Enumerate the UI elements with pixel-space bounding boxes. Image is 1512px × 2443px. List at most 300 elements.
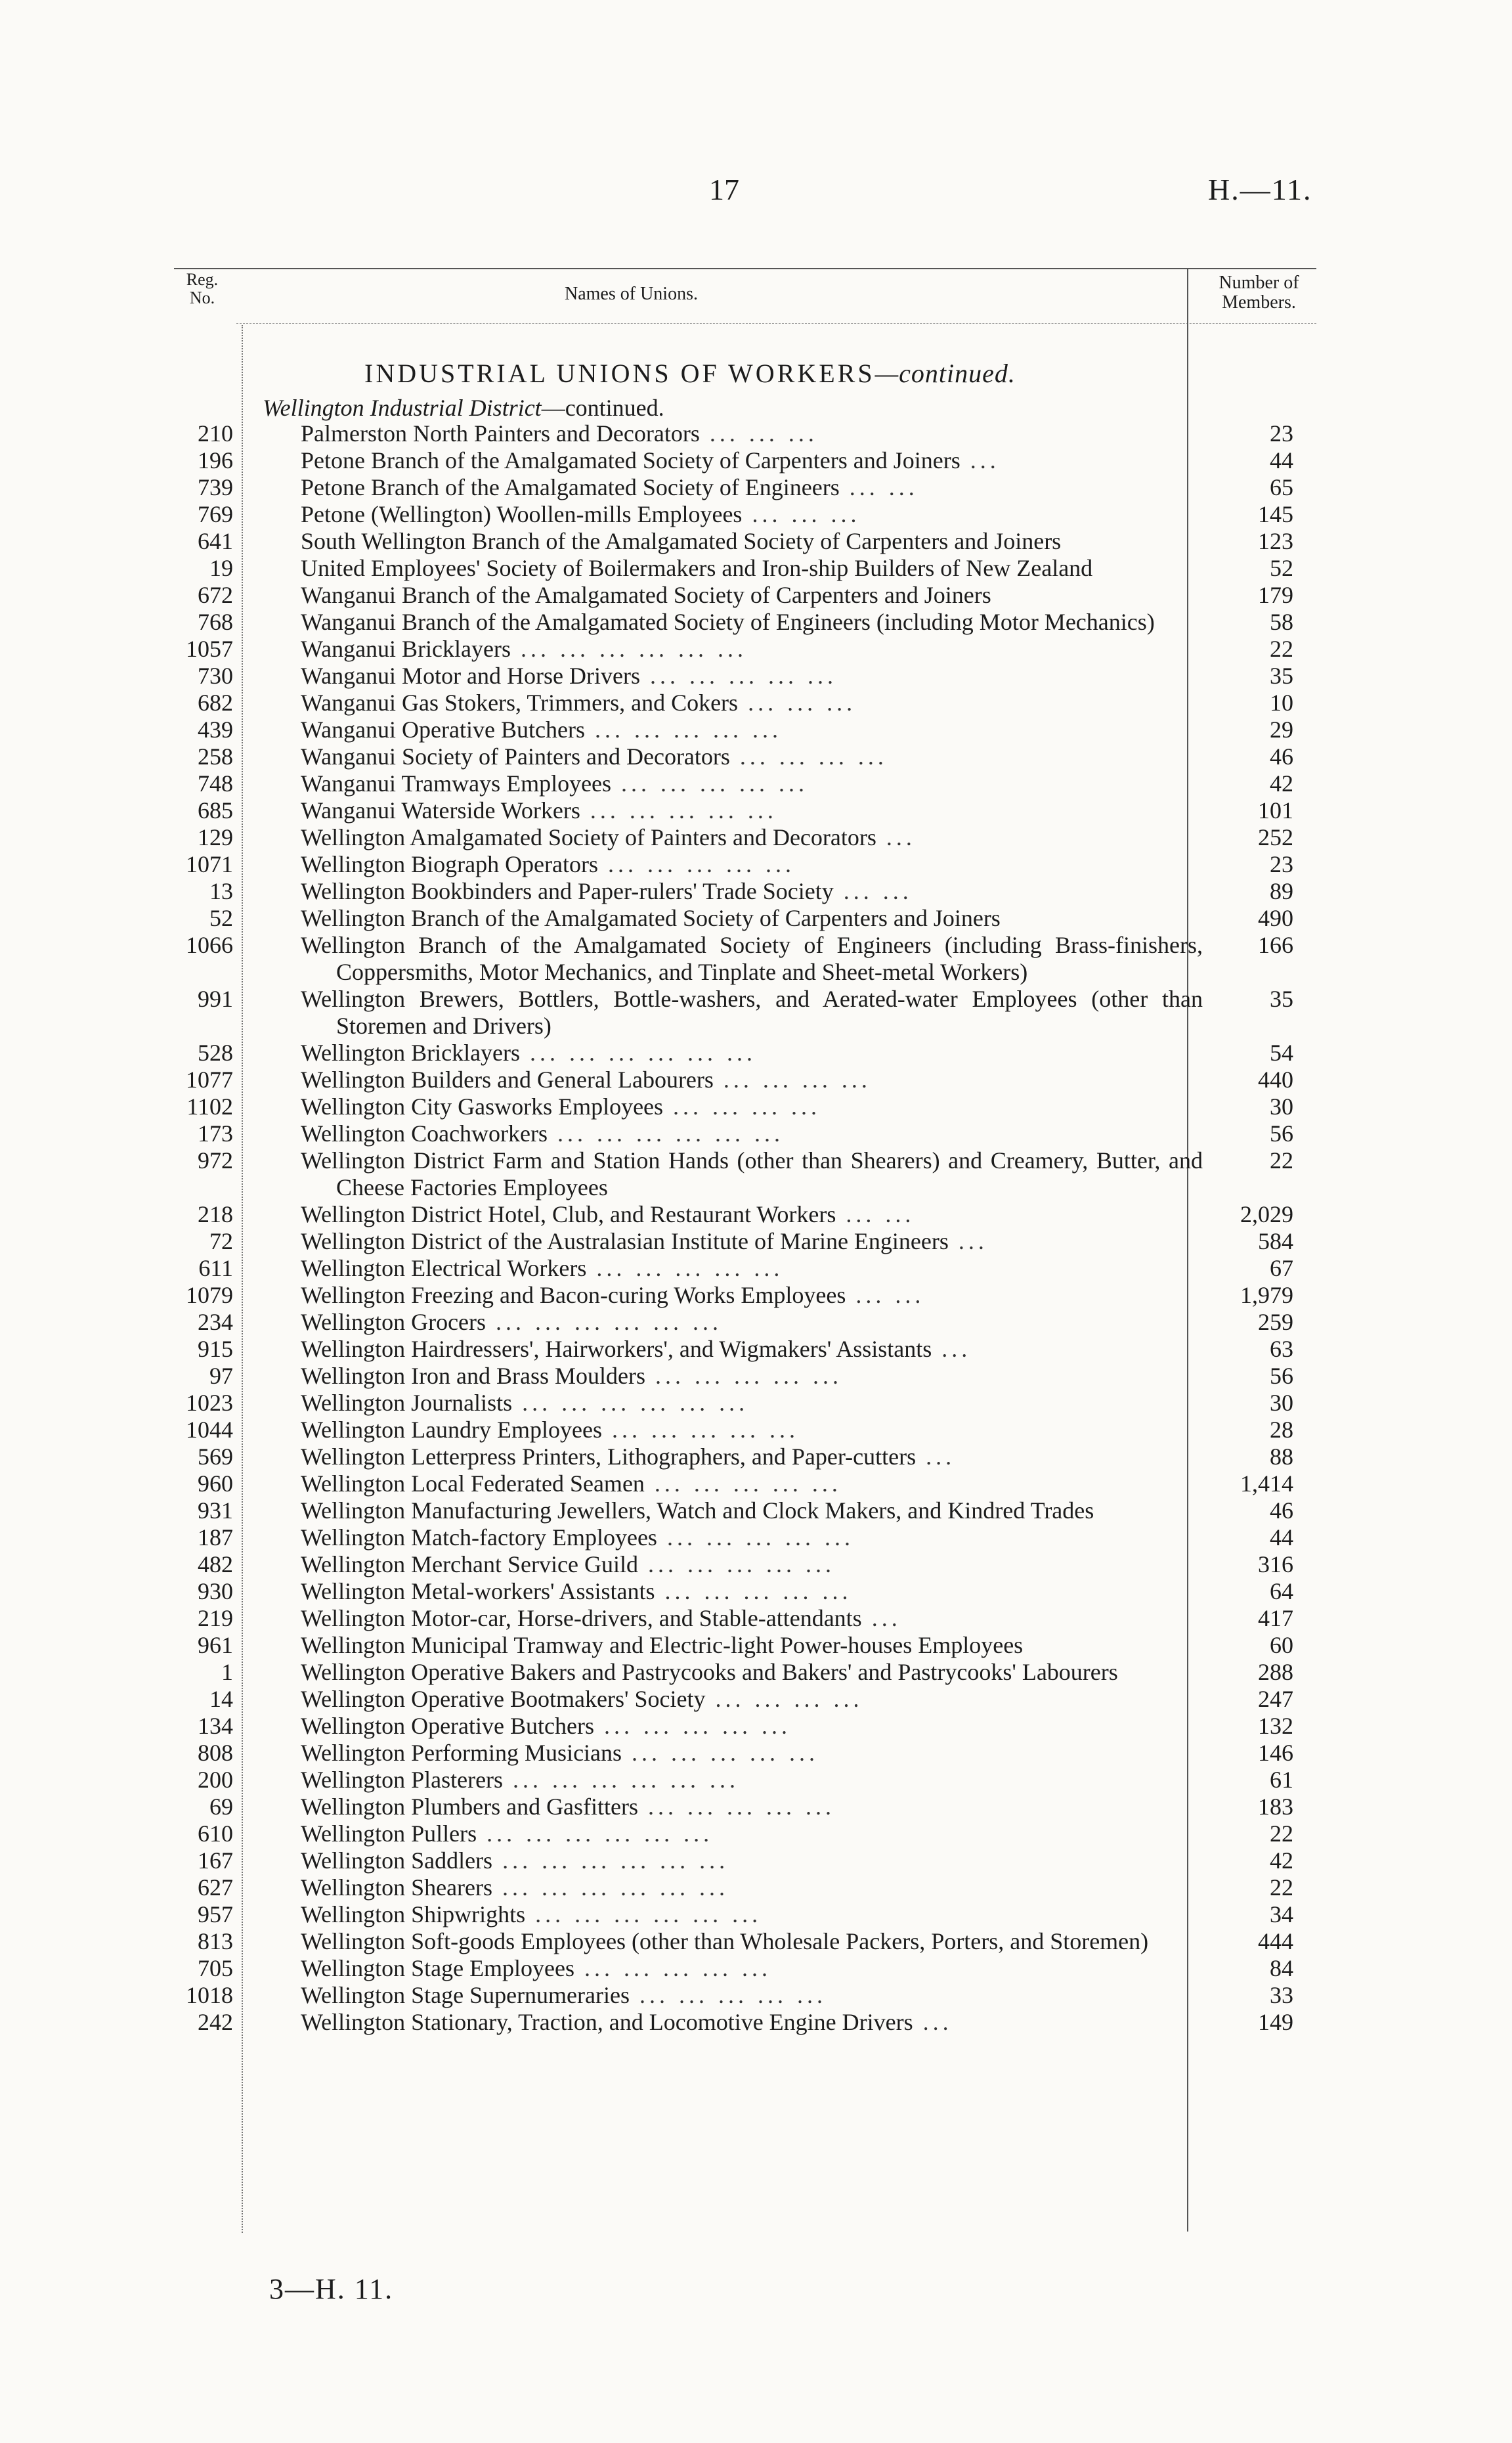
union-name [301,555,1203,582]
member-count: 88 [1270,1443,1293,1470]
reg-number: 768 [198,609,233,635]
member-count: 42 [1270,1847,1293,1874]
reg-number: 610 [198,1820,233,1847]
union-name [301,1982,1203,2009]
union-name-text: Wellington City Gasworks Employees [301,1093,664,1120]
union-name-text: Wellington Shearers [301,1874,493,1901]
member-count: 23 [1270,420,1293,447]
table-row [0,1309,1512,1336]
union-name-text: Wellington Hairdressers', Hairworkers', and Wigmakers' Assistants [301,1336,932,1362]
union-name [301,420,1203,447]
member-count: 29 [1270,716,1293,743]
member-count: 123 [1258,528,1293,554]
union-name [301,1740,1203,1767]
member-count: 44 [1270,1524,1293,1551]
member-count: 252 [1258,824,1293,850]
union-name [301,770,1203,797]
union-name-text: Wellington District of the Australasian Institute of Marine Engineers [301,1228,949,1254]
reg-number: 1079 [186,1282,233,1308]
table-row [0,797,1512,824]
union-name [301,1309,1203,1336]
table-row [0,447,1512,474]
union-name-text: Petone Branch of the Amalgamated Society of Carpenters and Joiners [301,447,961,473]
union-name [301,1551,1203,1578]
union-name [301,986,1203,1040]
leader-dots: ... ... ... ... ... [574,1955,772,1981]
member-count: 2,029 [1240,1201,1293,1227]
member-count: 89 [1270,878,1293,904]
union-name [301,932,1203,986]
reg-number: 210 [198,420,233,447]
table-row [0,1713,1512,1740]
member-count: 149 [1258,2009,1293,2035]
member-count: 28 [1270,1417,1293,1443]
reg-number: 930 [198,1578,233,1604]
reg-number: 705 [198,1955,233,1981]
union-name [301,501,1203,528]
union-name [301,663,1203,690]
reg-number: 682 [198,690,233,716]
union-name [301,1120,1203,1147]
union-name [301,1578,1203,1605]
union-name-text: Wellington Biograph Operators [301,851,599,877]
union-name-text: Wellington District Farm and Station Hands (other than Shearers) and Creamery, Butter, and Cheese Factories Employees [301,1147,1203,1200]
reg-number: 808 [198,1740,233,1766]
leader-dots: ... ... ... [738,690,857,716]
table-row [0,663,1512,690]
table-row [0,1551,1512,1578]
reg-number: 528 [198,1040,233,1066]
leader-dots: ... [932,1336,972,1362]
union-name-text: Wanganui Society of Painters and Decorators [301,743,730,770]
union-name-text: Wellington Operative Bootmakers' Society [301,1686,706,1712]
reg-number: 991 [198,986,233,1012]
leader-dots: ... ... ... ... ... [638,1794,836,1820]
table-row [0,932,1512,986]
member-count: 63 [1270,1336,1293,1362]
union-name-text: United Employees' Society of Boilermakers and Iron-ship Builders of New Zealand [301,555,1093,581]
union-name [301,609,1203,636]
member-count: 54 [1270,1040,1293,1066]
table-row [0,1686,1512,1713]
union-name [301,582,1203,609]
union-name-text: Wellington Journalists [301,1390,513,1416]
union-name [301,1632,1203,1659]
union-name [301,2009,1203,2036]
union-name-text: Wellington Builders and General Labourers [301,1067,714,1093]
member-count: 584 [1258,1228,1293,1254]
union-name [301,1686,1203,1713]
member-count: 259 [1258,1309,1293,1335]
union-name-text: Wanganui Gas Stokers, Trimmers, and Cokers [301,690,739,716]
union-name [301,824,1203,851]
reg-number: 960 [198,1470,233,1497]
district-name: Wellington Industrial District [263,395,542,421]
leader-dots: ... ... ... ... ... [580,797,777,824]
member-count: 490 [1258,905,1293,931]
reg-number: 813 [198,1928,233,1954]
reg-number: 218 [198,1201,233,1227]
table-row [0,1497,1512,1524]
member-count: 145 [1258,501,1293,527]
union-name-text: Wellington Letterpress Printers, Lithographers, and Paper-cutters [301,1443,917,1470]
union-name-text: Wellington Electrical Workers [301,1255,587,1281]
union-name-text: Wellington Saddlers [301,1847,493,1874]
member-count: 46 [1270,1497,1293,1524]
reg-number: 19 [209,555,233,581]
reg-number: 72 [209,1228,233,1254]
leader-dots: ... [916,1443,956,1470]
union-name [301,1874,1203,1901]
reg-number: 258 [198,743,233,770]
leader-dots: ... ... ... [742,501,861,527]
reg-number: 730 [198,663,233,689]
table-row [0,555,1512,582]
leader-dots: ... ... ... [699,420,818,447]
section-continued: —continued. [875,359,1016,388]
reg-number: 219 [198,1605,233,1631]
reg-number: 672 [198,582,233,608]
member-count: 22 [1270,636,1293,662]
page-number: 17 [709,173,739,206]
union-name-text: Wellington Stage Supernumeraries [301,1982,630,2008]
header-bottom-rule [236,323,1316,324]
union-name [301,1713,1203,1740]
member-count: 440 [1258,1067,1293,1093]
union-name [301,690,1203,716]
table-row [0,1955,1512,1982]
table-row [0,1255,1512,1282]
page-footer: 3—H. 11. [269,2273,394,2305]
column-header-members: Number of Members. [1219,273,1299,313]
union-name [301,1201,1203,1228]
reg-number: 14 [209,1686,233,1712]
member-count: 56 [1270,1120,1293,1147]
leader-dots: ... ... ... ... [663,1093,821,1120]
union-name [301,1767,1203,1794]
table-row [0,1336,1512,1363]
reg-number: 134 [198,1713,233,1739]
leader-dots: ... ... ... ... ... [584,716,782,743]
table-row [0,582,1512,609]
union-name-text: Wellington Pullers [301,1820,477,1847]
union-name-text: South Wellington Branch of the Amalgamated Society of Carpenters and Joiners [301,528,1062,554]
member-count: 44 [1270,447,1293,473]
table-row [0,1390,1512,1417]
union-name [301,1255,1203,1282]
union-name-text: Wellington Iron and Brass Moulders [301,1363,646,1389]
member-count: 61 [1270,1767,1293,1793]
member-count: 247 [1258,1686,1293,1712]
union-name [301,1605,1203,1632]
table-row [0,1578,1512,1605]
table-row [0,1524,1512,1551]
union-name-text: Wellington Bookbinders and Paper-rulers' Trade Society [301,878,834,904]
table-row [0,1632,1512,1659]
union-name-text: Wellington Municipal Tramway and Electric-light Power-houses Employees [301,1632,1024,1658]
leader-dots: ... ... [839,474,918,500]
leader-dots: ... ... ... ... ... ... [486,1309,723,1335]
leader-dots: ... [876,824,916,850]
reg-number: 69 [209,1794,233,1820]
leader-dots: ... ... ... ... ... [645,1363,843,1389]
leader-dots: ... ... ... ... ... [586,1255,784,1281]
union-name [301,851,1203,878]
union-name [301,797,1203,824]
member-count: 34 [1270,1901,1293,1927]
union-name-text: Wanganui Waterside Workers [301,797,580,824]
union-name-text: Wellington District Hotel, Club, and Restaurant Workers [301,1201,836,1227]
table-row [0,690,1512,716]
union-name [301,1820,1203,1847]
member-count: 10 [1270,690,1293,716]
reg-number: 961 [198,1632,233,1658]
reg-number: 97 [209,1363,233,1389]
table-row [0,1470,1512,1497]
union-name [301,1443,1203,1470]
union-name [301,1067,1203,1093]
leader-dots: ... ... ... ... ... ... [503,1767,740,1793]
table-row [0,1067,1512,1093]
reg-number: 1018 [186,1982,233,2008]
reg-number: 641 [198,528,233,554]
leader-dots: ... ... ... ... ... ... [492,1874,729,1901]
reg-number: 234 [198,1309,233,1335]
reg-number: 200 [198,1767,233,1793]
union-name [301,1093,1203,1120]
member-count: 33 [1270,1982,1293,2008]
union-name [301,1659,1203,1686]
leader-dots: ... ... [833,878,913,904]
table-row [0,1901,1512,1928]
union-name-text: Wellington Shipwrights [301,1901,526,1927]
leader-dots: ... ... ... ... ... [639,663,837,689]
table-row [0,1767,1512,1794]
union-name-text: Petone (Wellington) Woollen-mills Employees [301,501,743,527]
leader-dots: ... ... ... ... ... ... [525,1901,762,1927]
reg-number: 1023 [186,1390,233,1416]
table-row [0,420,1512,447]
leader-dots: ... ... ... ... [729,743,888,770]
member-count: 417 [1258,1605,1293,1631]
union-name-text: Wanganui Motor and Horse Drivers [301,663,640,689]
union-name-text: Wellington Operative Bakers and Pastrycooks and Bakers' and Pastrycooks' Labourers [301,1659,1118,1685]
leader-dots: ... ... ... ... ... [637,1551,835,1577]
leader-dots: ... ... [836,1201,915,1227]
table-row [0,1443,1512,1470]
table-row [0,1282,1512,1309]
union-name [301,1901,1203,1928]
table-row [0,528,1512,555]
union-name [301,1928,1203,1955]
reg-number: 1057 [186,636,233,662]
leader-dots: ... ... ... ... [713,1067,871,1093]
leader-dots: ... ... ... ... [705,1686,863,1712]
union-name [301,1040,1203,1067]
leader-dots: ... ... ... ... ... [602,1417,799,1443]
union-name [301,1228,1203,1255]
union-name-text: Wanganui Tramways Employees [301,770,612,797]
union-name-text: Wellington Laundry Employees [301,1417,602,1443]
reg-number: 1066 [186,932,233,958]
table-row [0,1417,1512,1443]
reg-number: 972 [198,1147,233,1174]
member-count: 67 [1270,1255,1293,1281]
union-name-text: Wellington Amalgamated Society of Painters and Decorators [301,824,876,850]
union-name [301,1524,1203,1551]
union-name [301,528,1203,555]
reg-number: 187 [198,1524,233,1551]
union-name-text: Wellington Performing Musicians [301,1740,622,1766]
reg-number: 13 [209,878,233,904]
union-table [0,420,1512,2036]
leader-dots: ... ... ... ... ... [598,851,796,877]
section-title [364,358,1016,389]
leader-dots: ... ... ... ... ... ... [520,1040,757,1066]
leader-dots: ... ... ... ... ... [657,1524,854,1551]
table-row [0,1820,1512,1847]
table-row [0,905,1512,932]
leader-dots: ... ... ... ... ... [611,770,809,797]
union-name-text: Wanganui Branch of the Amalgamated Society of Carpenters and Joiners [301,582,991,608]
union-name-text: Wellington Branch of the Amalgamated Society of Engineers (including Brass-finishers, Coppersmiths, Motor Mechanics, and Tinplate and Sheet-metal Workers) [301,932,1203,985]
table-row [0,2009,1512,2036]
union-name-text: Wellington Stationary, Traction, and Locomotive Engine Drivers [301,2009,913,2035]
union-name [301,474,1203,501]
member-count: 179 [1258,582,1293,608]
member-count: 56 [1270,1363,1293,1389]
table-row [0,716,1512,743]
member-count: 146 [1258,1740,1293,1766]
member-count: 22 [1270,1820,1293,1847]
table-row [0,1201,1512,1228]
table-row [0,743,1512,770]
leader-dots: ... ... ... ... ... [622,1740,819,1766]
union-name [301,636,1203,663]
union-name [301,1417,1203,1443]
member-count: 65 [1270,474,1293,500]
reg-number: 769 [198,501,233,527]
union-name-text: Wellington Manufacturing Jewellers, Watch and Clock Makers, and Kindred Trades [301,1497,1094,1524]
union-name-text: Wellington Branch of the Amalgamated Society of Carpenters and Joiners [301,905,1001,931]
table-row [0,1928,1512,1955]
union-name [301,1497,1203,1524]
union-name-text: Wellington Match-factory Employees [301,1524,657,1551]
union-name-text: Wanganui Branch of the Amalgamated Society of Engineers (including Motor Mechanics) [301,609,1155,635]
union-name [301,716,1203,743]
leader-dots: ... ... ... ... ... [594,1713,791,1739]
table-row [0,770,1512,797]
table-row [0,501,1512,528]
union-name-text: Palmerston North Painters and Decorators [301,420,700,447]
union-name-text: Wellington Stage Employees [301,1955,575,1981]
member-count: 183 [1258,1794,1293,1820]
reg-number: 129 [198,824,233,850]
column-header-reg-no: Reg. No. [186,270,219,307]
union-name-text: Wellington Freezing and Bacon-curing Works Employees [301,1282,846,1308]
table-row [0,609,1512,636]
table-row [0,878,1512,905]
table-row [0,1040,1512,1067]
header-top-rule [174,268,1316,269]
union-name-text: Wellington Motor-car, Horse-drivers, and Stable-attendants [301,1605,862,1631]
member-count: 288 [1258,1659,1293,1685]
union-name-text: Wellington Soft-goods Employees (other than Wholesale Packers, Porters, and Storemen) [301,1928,1149,1954]
table-row [0,1605,1512,1632]
leader-dots: ... [913,2009,953,2035]
leader-dots: ... ... ... ... ... [655,1578,852,1604]
member-count: 42 [1270,770,1293,797]
union-name [301,743,1203,770]
table-row [0,1120,1512,1147]
member-count: 1,414 [1240,1470,1293,1497]
union-name-text: Wellington Grocers [301,1309,486,1335]
member-count: 30 [1270,1093,1293,1120]
reg-number: 627 [198,1874,233,1901]
table-row [0,1363,1512,1390]
union-name [301,1794,1203,1820]
reg-number: 1 [221,1659,233,1685]
leader-dots: ... ... [846,1282,925,1308]
member-count: 60 [1270,1632,1293,1658]
reg-number: 569 [198,1443,233,1470]
reg-number: 957 [198,1901,233,1927]
union-name-text: Wellington Bricklayers [301,1040,521,1066]
section-title-text: INDUSTRIAL UNIONS OF WORKERS [364,359,875,388]
district-heading [263,394,664,422]
district-continued: —continued. [541,395,664,421]
union-name [301,1282,1203,1309]
union-name [301,905,1203,932]
member-count: 1,979 [1240,1282,1293,1308]
member-count: 132 [1258,1713,1293,1739]
member-count: 46 [1270,743,1293,770]
table-row [0,636,1512,663]
column-header-names: Names of Unions. [565,284,698,304]
leader-dots: ... ... ... ... ... [644,1470,842,1497]
union-name-text: Wellington Coachworkers [301,1120,548,1147]
leader-dots: ... ... ... ... ... [629,1982,827,2008]
member-count: 64 [1270,1578,1293,1604]
table-row [0,1659,1512,1686]
union-name-text: Wellington Metal-workers' Assistants [301,1578,655,1604]
union-name [301,1955,1203,1982]
union-name [301,878,1203,905]
union-name-text: Wellington Merchant Service Guild [301,1551,638,1577]
leader-dots: ... ... ... ... ... ... [511,636,747,662]
reg-number: 439 [198,716,233,743]
leader-dots: ... [861,1605,901,1631]
reg-number: 1102 [186,1093,233,1120]
table-row [0,1847,1512,1874]
reg-number: 1071 [186,851,233,877]
member-count: 316 [1258,1551,1293,1577]
union-name-text: Wellington Plumbers and Gasfitters [301,1794,639,1820]
member-count: 30 [1270,1390,1293,1416]
table-row [0,1982,1512,2009]
union-name [301,1336,1203,1363]
reg-number: 196 [198,447,233,473]
document-reference: H.—11. [1208,173,1312,206]
union-name [301,1390,1203,1417]
leader-dots: ... ... ... ... ... ... [512,1390,749,1416]
union-name-text: Petone Branch of the Amalgamated Society of Engineers [301,474,840,500]
union-name-text: Wellington Brewers, Bottlers, Bottle-washers, and Aerated-water Employees (other than Storemen and Drivers) [301,986,1203,1039]
reg-number: 1044 [186,1417,233,1443]
member-count: 84 [1270,1955,1293,1981]
reg-number: 931 [198,1497,233,1524]
member-count: 22 [1270,1147,1293,1174]
